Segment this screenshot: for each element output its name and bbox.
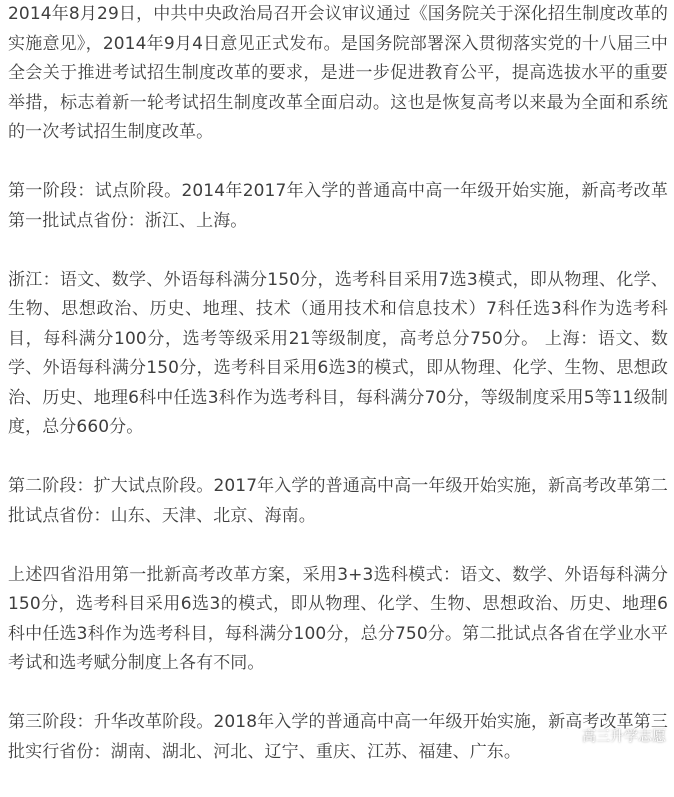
watermark-text: 高三升学志愿 <box>582 729 666 745</box>
paragraph-stage-three: 第三阶段：升华改革阶段。2018年入学的普通高中高一年级开始实施，新高考改革第三批实行省份：湖南、湖北、河北、辽宁、重庆、江苏、福建、广东。 <box>8 712 668 762</box>
wechat-account-icon <box>557 726 577 746</box>
paragraph-stage-one: 第一阶段：试点阶段。2014年2017年入学的普通高中高一年级开始实施，新高考改革第一批试点省份：浙江、上海。 <box>8 181 668 231</box>
paragraph-stage-two: 第二阶段：扩大试点阶段。2017年入学的普通高中高一年级开始实施，新高考改革第二批试点省份：山东、天津、北京、海南。 <box>8 476 668 526</box>
paragraph-zhejiang-shanghai: 浙江：语文、数学、外语每科满分150分，选考科目采用7选3模式，即从物理、化学、生物、思想政治、历史、地理、技术（通用技术和信息技术）7科任选3科作为选考科目，每科满分100分，选考等级采用21等级制度，高考总分750分。 上海：语文、数学、外语每科满分150分，选考科目采用6选3的模式，即从物理、化学、生物、思想政治、历史、地理6科中任选3科作为选考科目，每科满分70分，等级制度采用5等11级制度，总分660分。 <box>8 269 668 437</box>
paragraph-four-provinces: 上述四省沿用第一批新高考改革方案，采用3+3选科模式：语文、数学、外语每科满分150分，选考科目采用6选3的模式，即从物理、化学、生物、思想政治、历史、地理6科中任选3科作为选考科目，每科满分100分，总分750分。第二批试点各省在学业水平考试和选考赋分制度上各有不同。 <box>8 564 668 673</box>
paragraph-intro: 2014年8月29日，中共中央政治局召开会议审议通过《国务院关于深化招生制度改革的实施意见》，2014年9月4日意见正式发布。是国务院部署深入贯彻落实党的十八届三中全会关于推进考试招生制度改革的要求，是进一步促进教育公平，提高选拔水平的重要举措，标志着新一轮考试招生制度改革全面启动。这也是恢复高考以来最为全面和系统的一次考试招生制度改革。 <box>8 4 668 142</box>
watermark <box>557 726 666 746</box>
